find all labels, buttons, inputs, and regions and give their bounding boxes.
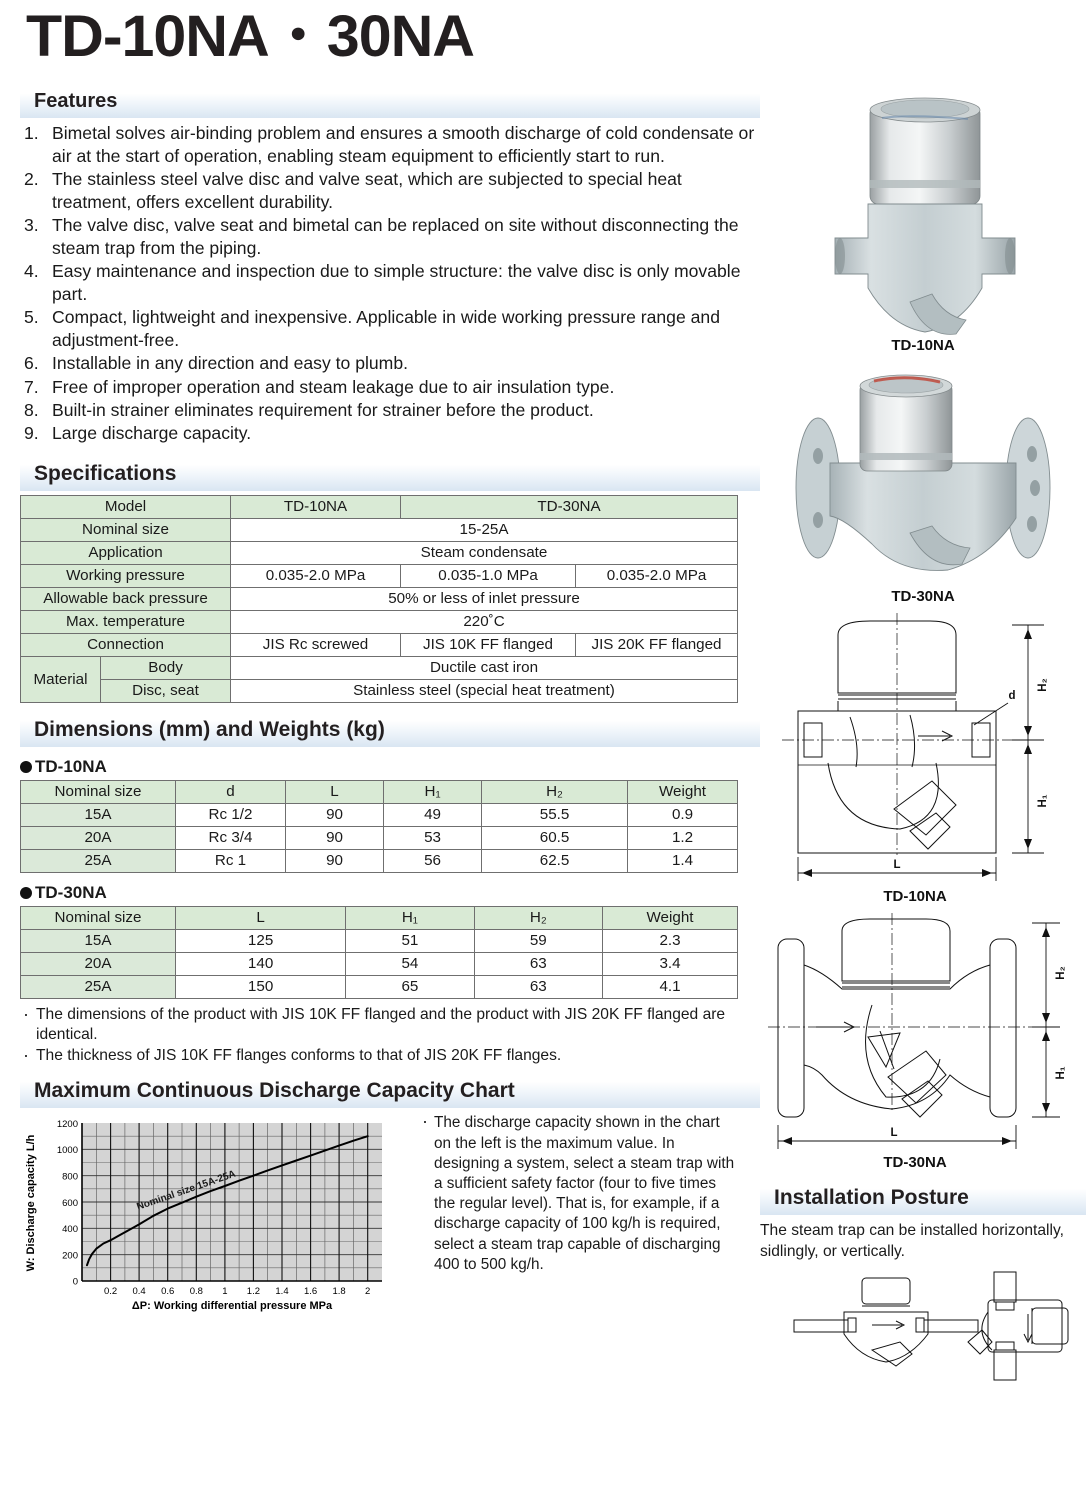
list-item xyxy=(24,260,760,306)
table-row xyxy=(21,587,738,610)
table-row xyxy=(21,564,738,587)
photo-caption: TD-30NA xyxy=(891,588,955,605)
flow-arrow-icon xyxy=(1024,1314,1032,1342)
install-v-outlet-port xyxy=(996,1342,1014,1350)
model-label-td30na xyxy=(20,883,760,903)
cell: 62.5 xyxy=(482,849,628,872)
section-title-features: Features xyxy=(34,90,118,112)
column-header: L xyxy=(176,906,346,929)
cell: 60.5 xyxy=(482,826,628,849)
column-header: Nominal size xyxy=(21,906,176,929)
spec-label: Nominal size xyxy=(21,518,231,541)
cell: 150 xyxy=(176,975,346,998)
page-title: TD-10NA・30NA xyxy=(26,4,474,69)
drawing-flange-left xyxy=(778,939,804,1117)
cell: 2.3 xyxy=(603,929,738,952)
flange-bolt-hole xyxy=(813,512,823,528)
cell: 63 xyxy=(474,952,602,975)
section-title-chart: Maximum Continuous Discharge Capacity Chart xyxy=(34,1079,515,1103)
spec-value: TD-30NA xyxy=(401,495,738,518)
dimension-label-l: L xyxy=(890,1127,898,1139)
spec-value: JIS 20K FF flanged xyxy=(576,633,738,656)
product-photo-td30na-svg xyxy=(760,358,1086,613)
spec-label: Connection xyxy=(21,633,231,656)
install-v-pipe-bottom xyxy=(994,1350,1016,1380)
product-photo-td10na xyxy=(760,88,1086,358)
left-column xyxy=(20,88,760,1328)
list-item-text: Installable in any direction and easy to plumb. xyxy=(52,353,408,374)
installation-description: The steam trap can be installed horizontally, sidlingly, or vertically. xyxy=(760,1222,1064,1260)
specifications-table xyxy=(20,495,738,703)
list-item-text: Large discharge capacity. xyxy=(52,422,252,443)
section-header-installation xyxy=(760,1183,1086,1215)
drawing-strainer-plug xyxy=(894,781,956,835)
installation-diagrams-svg xyxy=(760,1266,1086,1396)
cell: 1.2 xyxy=(628,826,738,849)
spec-value: JIS 10K FF flanged xyxy=(401,633,576,656)
right-column xyxy=(760,88,1086,1396)
dimension-label-d: d xyxy=(1008,690,1016,702)
dimension-label-l: L xyxy=(893,859,901,871)
install-h-outlet-port xyxy=(916,1318,924,1332)
spec-sublabel: Body xyxy=(101,656,231,679)
drawing-centerlines xyxy=(782,613,1022,855)
trap-body xyxy=(830,463,1016,570)
column-header: d xyxy=(176,780,286,803)
drawing-valve-disc xyxy=(868,1033,900,1067)
svg-text:1.2: 1.2 xyxy=(246,1286,261,1298)
install-h-body xyxy=(844,1312,928,1362)
list-item-text: The stainless steel valve disc and valve seat, which are subjected to special heat treatment, offers excellent durability. xyxy=(52,169,682,213)
product-photo-td30na xyxy=(760,358,1086,613)
discharge-capacity-chart xyxy=(20,1113,410,1328)
table-row xyxy=(21,975,738,998)
dimension-label-h1: H₁ xyxy=(1055,1066,1067,1080)
spec-value: TD-10NA xyxy=(231,495,401,518)
drawing-cap xyxy=(842,919,950,981)
drawing-internal-wall xyxy=(910,715,915,767)
cell: 3.4 xyxy=(603,952,738,975)
list-item xyxy=(24,168,760,214)
drawing-plug-hex xyxy=(902,1081,942,1117)
section-header-chart xyxy=(20,1076,760,1108)
cell: 56 xyxy=(384,849,482,872)
svg-text:0.4: 0.4 xyxy=(132,1286,146,1298)
cell: Rc 3/4 xyxy=(176,826,286,849)
cell: Rc 1/2 xyxy=(176,803,286,826)
column-header: H₁ xyxy=(384,780,482,803)
list-item xyxy=(24,399,760,422)
drawing-y-chamber xyxy=(828,763,938,829)
chart-x-tick-labels xyxy=(104,1286,370,1297)
note-item: · The dimensions of the product with JIS 10K FF flanged and the product with JIS 20K FF flanged are identical. xyxy=(20,1005,760,1046)
model-label-text: TD-30NA xyxy=(35,882,107,902)
trap-cap-band xyxy=(870,180,980,188)
dimension-label-h2: H₂ xyxy=(1037,678,1049,692)
table-row xyxy=(21,541,738,564)
install-vertical-diagram xyxy=(968,1272,1068,1380)
flange-bolt-hole xyxy=(1027,446,1037,462)
list-item-number: 1. xyxy=(24,123,39,143)
spec-value: Stainless steel (special heat treatment) xyxy=(231,679,738,702)
chart-description xyxy=(410,1113,740,1328)
list-item-number: 3. xyxy=(24,215,39,236)
list-item-number: 4. xyxy=(24,261,39,282)
svg-text:1200: 1200 xyxy=(56,1119,78,1131)
svg-text:1: 1 xyxy=(222,1286,228,1298)
cell: 20A xyxy=(21,826,176,849)
discharge-capacity-chart-area xyxy=(20,1113,760,1328)
cell: 49 xyxy=(384,803,482,826)
install-horizontal-diagram xyxy=(794,1278,978,1366)
column-header: Nominal size xyxy=(21,780,176,803)
chart-series-annotation: Nominal size 15A-25A xyxy=(135,1169,238,1214)
dimension-drawing-td30na-svg xyxy=(760,909,1086,1189)
svg-text:0: 0 xyxy=(72,1276,78,1288)
install-h-inlet-port xyxy=(848,1318,856,1332)
table-row xyxy=(21,495,738,518)
column-header: L xyxy=(286,780,384,803)
list-item xyxy=(24,352,760,375)
dimensions-table-td30na xyxy=(20,906,738,999)
dimension-notes xyxy=(20,1005,760,1067)
list-item-text: The valve disc, valve seat and bimetal can be replaced on site without disconnecting the steam trap from the piping. xyxy=(52,215,739,259)
svg-text:200: 200 xyxy=(62,1250,78,1262)
column-header: H₁ xyxy=(346,906,474,929)
dimension-label-h1: H₁ xyxy=(1037,794,1049,808)
cell: Rc 1 xyxy=(176,849,286,872)
spec-label: Working pressure xyxy=(21,564,231,587)
spec-value: JIS Rc screwed xyxy=(231,633,401,656)
column-header: Weight xyxy=(628,780,738,803)
cell: 51 xyxy=(346,929,474,952)
cell: 15A xyxy=(21,803,176,826)
spec-sublabel: Disc, seat xyxy=(101,679,231,702)
table-row xyxy=(21,849,738,872)
list-item-number: 9. xyxy=(24,422,39,443)
drawing-centerlines xyxy=(768,913,1036,1113)
svg-text:1.6: 1.6 xyxy=(303,1286,318,1298)
cell: 25A xyxy=(21,975,176,998)
cell: 25A xyxy=(21,849,176,872)
table-row xyxy=(21,518,738,541)
svg-text:0.8: 0.8 xyxy=(189,1286,203,1298)
trap-cap-band xyxy=(860,453,952,460)
cell: 90 xyxy=(286,849,384,872)
note-item: · The thickness of JIS 10K FF flanges conforms to that of JIS 20K FF flanges. xyxy=(20,1046,760,1066)
drawing-strainer-plug xyxy=(888,1051,946,1103)
flange-bolt-hole xyxy=(813,448,823,464)
spec-value: Steam condensate xyxy=(231,541,738,564)
drawing-dimension-lines xyxy=(778,923,1060,1149)
install-h-pipe-right xyxy=(924,1320,978,1332)
list-item-text: Built-in strainer eliminates requirement for strainer before the product. xyxy=(52,399,594,420)
table-row xyxy=(21,952,738,975)
cell: 65 xyxy=(346,975,474,998)
cell: 0.9 xyxy=(628,803,738,826)
svg-text:800: 800 xyxy=(62,1171,78,1183)
model-label-text: TD-10NA xyxy=(35,756,107,776)
bullet-dot-icon xyxy=(20,761,32,773)
list-item-number: 2. xyxy=(24,169,39,190)
list-item xyxy=(24,422,760,445)
install-v-inlet-port xyxy=(996,1302,1014,1310)
cell: 4.1 xyxy=(603,975,738,998)
drawing-flange-right xyxy=(990,939,1016,1117)
table-row xyxy=(21,610,738,633)
table-row xyxy=(21,780,738,803)
features-list xyxy=(20,122,760,445)
svg-text:1.8: 1.8 xyxy=(332,1286,346,1298)
drawing-arrowheads xyxy=(802,629,1032,877)
flow-arrow-icon xyxy=(872,1321,904,1329)
spec-label-material: Material xyxy=(21,656,101,702)
install-h-cap xyxy=(862,1278,910,1304)
column-header: H₂ xyxy=(482,780,628,803)
svg-text:400: 400 xyxy=(62,1224,78,1236)
flange-bolt-hole xyxy=(1030,480,1040,496)
drawing-internal-wall xyxy=(850,717,857,767)
trap-cap-label xyxy=(881,100,969,118)
install-v-cap xyxy=(1032,1308,1068,1344)
cell: 125 xyxy=(176,929,346,952)
section-header-features xyxy=(20,88,760,118)
cell: 90 xyxy=(286,803,384,826)
table-row xyxy=(21,656,738,679)
install-v-pipe-top xyxy=(994,1272,1016,1302)
product-photo-td10na-svg xyxy=(760,88,1086,358)
column-header: Weight xyxy=(603,906,738,929)
dimension-label-h2: H₂ xyxy=(1055,966,1067,980)
trap-inlet-bore xyxy=(835,238,845,274)
list-item xyxy=(24,376,760,399)
table-row xyxy=(21,633,738,656)
cell: 63 xyxy=(474,975,602,998)
list-item xyxy=(24,214,760,260)
installation-diagrams xyxy=(760,1266,1086,1396)
table-row xyxy=(21,929,738,952)
svg-text:2: 2 xyxy=(365,1286,371,1298)
table-row xyxy=(21,803,738,826)
bullet-dot-icon xyxy=(20,887,32,899)
list-item-text: Compact, lightweight and inexpensive. Applicable in wide working pressure range and adjustment-free. xyxy=(52,307,720,351)
spec-label: Application xyxy=(21,541,231,564)
list-item xyxy=(24,122,760,168)
chart-description-text: · The discharge capacity shown in the chart on the left is the maximum value. In designing a system, select a steam trap with a sufficient safety factor (four to five times the regular level). That is, for example, if a discharge capacity of 100 kg/h is required, select a steam trap capable of discharging 400 to 500 kg/h. xyxy=(420,1113,740,1275)
list-item-text: Bimetal solves air-binding problem and ensures a smooth discharge of cold condensate or air at the start of operation, enabling steam equipment to efficiently start to run. xyxy=(52,123,755,167)
svg-text:600: 600 xyxy=(62,1198,78,1210)
column-header: H₂ xyxy=(474,906,602,929)
spec-value: 0.035-1.0 MPa xyxy=(401,564,576,587)
section-title-dimensions: Dimensions (mm) and Weights (kg) xyxy=(34,717,385,741)
photo-caption: TD-10NA xyxy=(891,337,955,354)
section-header-specifications xyxy=(20,459,760,491)
install-h-pipe-left xyxy=(794,1320,848,1332)
model-label-td10na xyxy=(20,757,760,777)
svg-text:0.2: 0.2 xyxy=(103,1286,118,1298)
spec-value: 50% or less of inlet pressure xyxy=(231,587,738,610)
cell: 90 xyxy=(286,826,384,849)
spec-value: 15-25A xyxy=(231,518,738,541)
cell: 20A xyxy=(21,952,176,975)
dimension-drawing-td10na-svg xyxy=(760,605,1086,915)
table-row xyxy=(21,679,738,702)
drawing-dimension-labels xyxy=(890,966,1067,1139)
dimension-drawing-td10na xyxy=(760,605,1086,915)
trap-outlet-bore xyxy=(1005,238,1015,274)
section-title-specifications: Specifications xyxy=(34,461,177,485)
cell: 15A xyxy=(21,929,176,952)
chart-svg xyxy=(20,1113,410,1328)
section-title-installation: Installation Posture xyxy=(774,1186,969,1209)
flow-arrow-icon xyxy=(918,731,952,741)
dimensions-table-td10na xyxy=(20,780,738,873)
dimension-drawing-td30na xyxy=(760,909,1086,1189)
cell: 1.4 xyxy=(628,849,738,872)
list-item-text: Free of improper operation and steam leakage due to air insulation type. xyxy=(52,376,615,397)
spec-label: Allowable back pressure xyxy=(21,587,231,610)
flange-bolt-hole xyxy=(1027,516,1037,532)
list-item xyxy=(24,306,760,352)
list-item-text: Easy maintenance and inspection due to simple structure: the valve disc is only movable part. xyxy=(52,261,741,305)
spec-value: 220˚C xyxy=(231,610,738,633)
chart-x-axis-label: ΔP: Working differential pressure MPa xyxy=(131,1300,333,1313)
spec-value: Ductile cast iron xyxy=(231,656,738,679)
spec-label: Max. temperature xyxy=(21,610,231,633)
list-item-number: 8. xyxy=(24,399,39,420)
svg-text:1000: 1000 xyxy=(56,1145,78,1157)
cell: 55.5 xyxy=(482,803,628,826)
section-header-dimensions xyxy=(20,715,760,747)
list-item-number: 5. xyxy=(24,307,39,328)
spec-value: 0.035-2.0 MPa xyxy=(231,564,401,587)
svg-text:0.6: 0.6 xyxy=(161,1286,175,1298)
chart-y-tick-labels xyxy=(57,1119,78,1288)
spec-value: 0.035-2.0 MPa xyxy=(576,564,738,587)
chart-y-axis-label: W: Discharge capacity L/h xyxy=(25,1135,37,1272)
list-item-number: 7. xyxy=(24,376,39,397)
cell: 53 xyxy=(384,826,482,849)
table-row xyxy=(21,826,738,849)
spec-label: Model xyxy=(21,495,231,518)
list-item-number: 6. xyxy=(24,353,39,374)
drawing-caption: TD-30NA xyxy=(883,1154,947,1171)
table-row xyxy=(21,906,738,929)
cell: 140 xyxy=(176,952,346,975)
drawing-caption: TD-10NA xyxy=(883,888,947,905)
cell: 59 xyxy=(474,929,602,952)
svg-text:1.4: 1.4 xyxy=(275,1286,289,1298)
cell: 54 xyxy=(346,952,474,975)
